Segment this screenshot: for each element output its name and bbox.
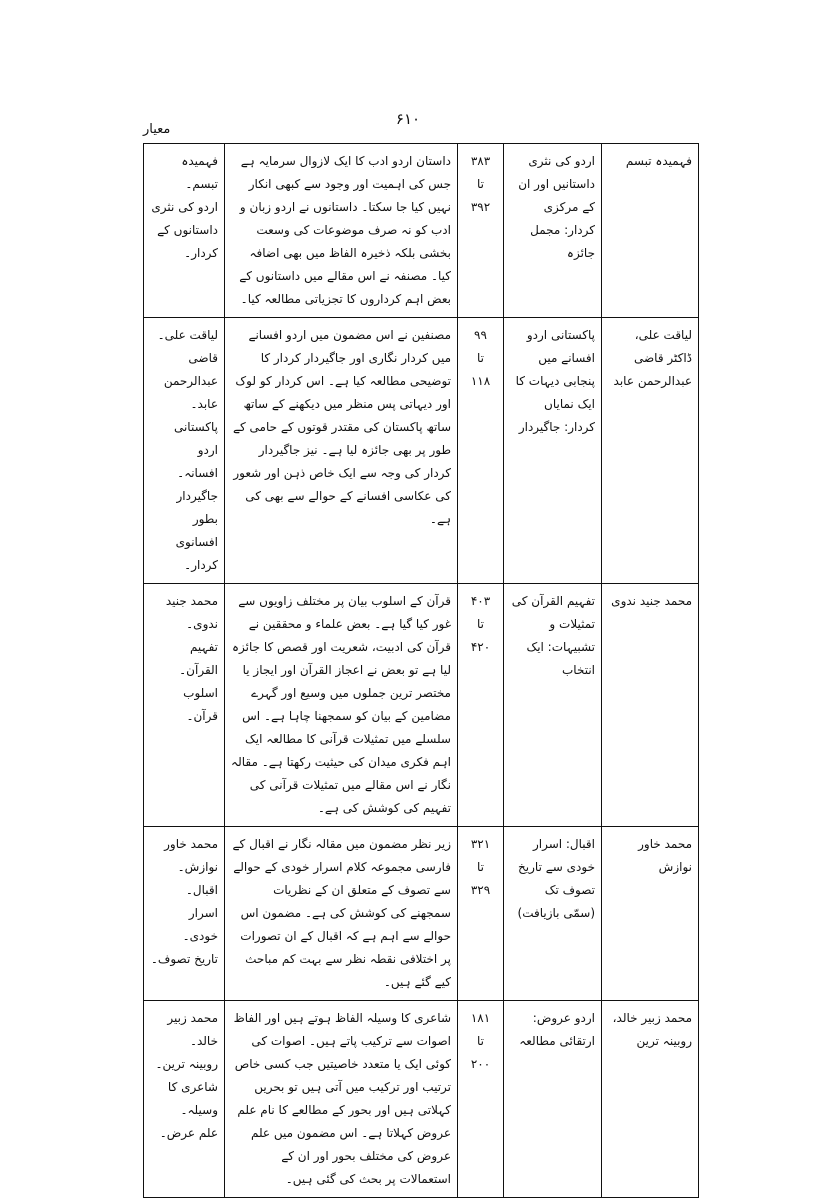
- author-cell: فہمیدہ تبسم: [602, 144, 699, 318]
- page-range-part: تا: [477, 617, 484, 631]
- page-range-part: تا: [477, 351, 484, 365]
- keyword: بطور افسانوی: [175, 512, 218, 549]
- page-range-part: ۲۰۰: [470, 1057, 491, 1071]
- page-range-cell: [458, 1001, 504, 1198]
- keyword: اسلوب قرآن۔: [183, 686, 218, 723]
- table-row: [144, 827, 699, 1001]
- keywords-cell: [144, 827, 225, 1001]
- page-range-part: ۳۲۹: [470, 883, 491, 897]
- keyword: کردار۔: [184, 558, 218, 572]
- keyword: داستانوں کے: [157, 223, 218, 237]
- article-index-table: [143, 143, 699, 1198]
- page-range-part: تا: [477, 860, 484, 874]
- page-range-cell: [458, 144, 504, 318]
- page-range-part: ۱۱۸: [470, 374, 491, 388]
- page-range-part: ۴۲۰: [470, 640, 491, 654]
- summary-cell: شاعری کا وسیلہ الفاظ ہوتے ہیں اور الفاظ اصوات سے ترکیب پاتے ہیں۔ اصوات کی کوئی ایک یا متعدد خاصیتیں جب کسی خاص ترتیب اور ترکیب میں آتی ہیں تو بحریں کہلاتی ہیں اور بحور کے مطالعے کا نام علم عروض کہلاتا ہے۔ اس مضمون میں علم عروض کی مختلف بحور اور ان کے استعمالات پر بحث کی گئی ہیں۔: [225, 1001, 458, 1198]
- summary-cell: قرآن کے اسلوب بیان پر مختلف زاویوں سے غور کیا گیا ہے۔ بعض علماء و محققین نے قرآن کی ادبیت، شعریت اور قصص کا جائزہ لیا ہے تو بعض نے اعجاز القرآن اور ایجاز یا مختصر ترین جملوں میں وسیع اور گہرے مضامین کے بیان کو سمجھنا چاہا ہے۔ اس سلسلے میں تمثیلات قرآنی کا مطالعہ ایک اہم فکری میدان کی حیثیت رکھتا ہے۔ مقالہ نگار نے اس مقالے میں تمثیلات قرآنی کی تفہیم کی کوشش کی ہے۔: [225, 584, 458, 827]
- article-title-cell: اقبال: اسرار خودی سے تاریخ تصوف تک (سمّی بازیافت): [504, 827, 602, 1001]
- keyword: افسانہ۔ جاگیردار: [176, 466, 218, 503]
- page-range-part: ۳۹۲: [470, 200, 491, 214]
- article-title-cell: اردو عروض: ارتقائی مطالعہ: [504, 1001, 602, 1198]
- page-range-cell: [458, 584, 504, 827]
- article-title-cell: پاکستانی اردو افسانے میں پنجابی دیہات کا ایک نمایاں کردار: جاگیردار: [504, 318, 602, 584]
- keyword: لیاقت علی۔ قاضی: [157, 328, 218, 365]
- keyword: اقبال۔: [185, 883, 218, 897]
- keyword: علم عرض۔: [159, 1126, 218, 1140]
- keyword: اسرار خودی۔: [182, 906, 218, 943]
- keyword: تفہیم القرآن۔: [179, 640, 218, 677]
- article-title-cell: تفہیم القرآن کی تمثیلات و تشبیہات: ایک انتخاب: [504, 584, 602, 827]
- table-row: [144, 584, 699, 827]
- author-cell: محمد زبیر خالد، روبینہ ترین: [602, 1001, 699, 1198]
- keywords-cell: [144, 1001, 225, 1198]
- keyword: تاریخ تصوف۔: [150, 952, 218, 966]
- keyword: محمد زبیر خالد۔: [167, 1011, 218, 1048]
- author-cell: محمد جنید ندوی: [602, 584, 699, 827]
- author-cell: لیاقت علی، ڈاکٹر قاضی عبدالرحمن عابد: [602, 318, 699, 584]
- table-row: [144, 318, 699, 584]
- page-range-part: ۱۸۱: [470, 1011, 491, 1025]
- page-header: [143, 110, 673, 140]
- table-body: [144, 144, 699, 1198]
- author-cell: محمد خاور نوازش: [602, 827, 699, 1001]
- page-range-part: تا: [477, 1034, 484, 1048]
- summary-cell: مصنفین نے اس مضمون میں اردو افسانے میں کردار نگاری اور جاگیردار کردار کا توضیحی مطالعہ کیا ہے۔ اس کردار کو لوک اور دیہاتی پس منظر میں دیکھنے کے ساتھ ساتھ پاکستان کی مقتدر قوتوں کے حامی کے طور پر بھی جائزہ لیا ہے۔ نیز جاگیردار کردار کی وجہ سے ایک خاص ذہن اور شعور کی عکاسی افسانے کے حوالے سے بھی کی ہے۔: [225, 318, 458, 584]
- keyword: روبینہ ترین۔: [155, 1057, 218, 1071]
- keyword: فہمیدہ تبسم۔: [181, 154, 218, 191]
- keyword: اردو کی نثری: [151, 200, 218, 214]
- article-title-cell: اردو کی نثری داستانیں اور ان کے مرکزی کردار: مجمل جائزہ: [504, 144, 602, 318]
- page-range-part: تا: [477, 177, 484, 191]
- table-row: [144, 144, 699, 318]
- table-row: [144, 1001, 699, 1198]
- page-range-cell: [458, 318, 504, 584]
- keywords-cell: [144, 584, 225, 827]
- page-range-cell: [458, 827, 504, 1001]
- page-number: ۶۱۰: [395, 110, 421, 128]
- keywords-cell: [144, 144, 225, 318]
- journal-name: معیار: [143, 122, 171, 137]
- keyword: محمد جنید ندوی۔: [165, 594, 218, 631]
- keyword: پاکستانی اردو: [173, 420, 218, 457]
- summary-cell: زیر نظر مضمون میں مقالہ نگار نے اقبال کے فارسی مجموعہ کلام اسرار خودی کے حوالے سے تصوف کے متعلق ان کے نظریات سمجھنے کی کوشش کی ہے۔ مضمون اس حوالے سے اہم ہے کہ اقبال کے ان تصورات پر اختلافی نقطہ نظر سے بہت کم مباحث کیے گئے ہیں۔: [225, 827, 458, 1001]
- keyword: شاعری کا وسیلہ۔: [167, 1080, 218, 1117]
- page-range-part: ۴۰۳: [470, 594, 491, 608]
- page-range-part: ۳۲۱: [470, 837, 491, 851]
- keyword: کردار۔: [184, 246, 218, 260]
- summary-cell: داستان اردو ادب کا ایک لازوال سرمایہ ہے جس کی اہمیت اور وجود سے کبھی انکار نہیں کیا جا سکتا۔ داستانوں نے اردو زبان و ادب کو نہ صرف موضوعات کی وسعت بخشی بلکہ ذخیرہ الفاظ میں بھی اضافہ کیا۔ مصنفہ نے اس مقالے میں داستانوں کے بعض اہم کرداروں کا تجزیاتی مطالعہ کیا۔: [225, 144, 458, 318]
- keyword: محمد خاور نوازش۔: [164, 837, 218, 874]
- page-range-part: ۳۸۳: [470, 154, 491, 168]
- keyword: عبدالرحمن عابد۔: [163, 374, 218, 411]
- keywords-cell: [144, 318, 225, 584]
- page-range-part: ۹۹: [474, 328, 487, 342]
